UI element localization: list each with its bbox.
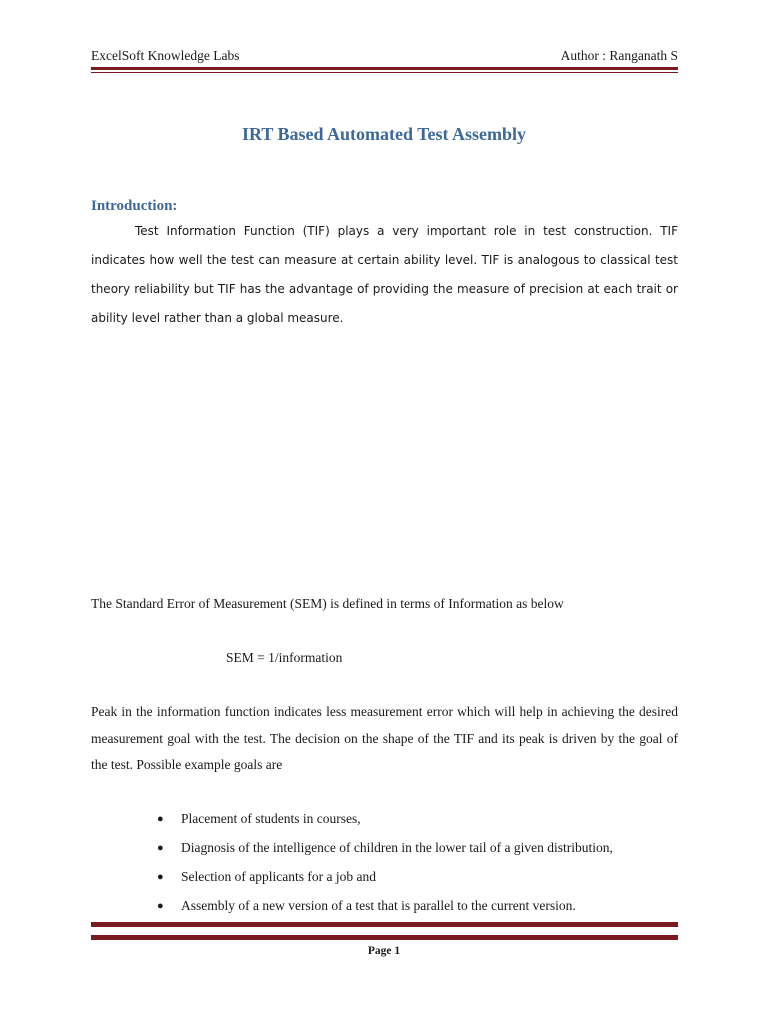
header-author: Author : Ranganath S bbox=[560, 48, 678, 63]
introduction-heading: Introduction: bbox=[91, 198, 178, 214]
bullet-icon: ● bbox=[157, 871, 164, 883]
list-item bbox=[155, 806, 685, 835]
goal-text: Selection of applicants for a job and bbox=[181, 869, 376, 884]
list-item bbox=[155, 864, 685, 893]
page-header bbox=[91, 48, 678, 68]
header-divider-thick bbox=[91, 67, 678, 70]
list-item bbox=[155, 835, 685, 864]
peak-paragraph: Peak in the information function indicates less measurement error which will help in achieving the desired measurement goal with the test. The decision on the shape of the TIF and its peak is driven by the goal of the test. Possible example goals are bbox=[91, 704, 678, 772]
footer-divider-bottom bbox=[91, 935, 678, 940]
header-divider-thin bbox=[91, 72, 678, 73]
bullet-icon: ● bbox=[157, 813, 164, 825]
goal-text: Placement of students in courses, bbox=[181, 811, 361, 826]
bullet-icon: ● bbox=[157, 842, 164, 854]
sem-formula: SEM = 1/information bbox=[226, 650, 343, 665]
sem-definition: The Standard Error of Measurement (SEM) is defined in terms of Information as below bbox=[91, 596, 564, 611]
page-number: Page 1 bbox=[367, 945, 401, 957]
bullet-icon: ● bbox=[157, 900, 164, 912]
header-organization: ExcelSoft Knowledge Labs bbox=[91, 48, 240, 63]
document-title: IRT Based Automated Test Assembly bbox=[241, 124, 527, 144]
introduction-paragraph: Test Information Function (TIF) plays a very important role in test construction. TIF indicates how well the test can measure at certain ability level. TIF is analogous to classical test theory reliability but TIF has the advantage of providing the measure of precision at each trait or ability level rather than a global measure. bbox=[91, 224, 678, 325]
goal-text: Diagnosis of the intelligence of children in the lower tail of a given distribution, bbox=[181, 840, 613, 855]
goal-text: Assembly of a new version of a test that is parallel to the current version. bbox=[181, 898, 576, 913]
footer-divider-top bbox=[91, 922, 678, 927]
goals-list bbox=[155, 806, 685, 922]
list-item bbox=[155, 893, 685, 922]
